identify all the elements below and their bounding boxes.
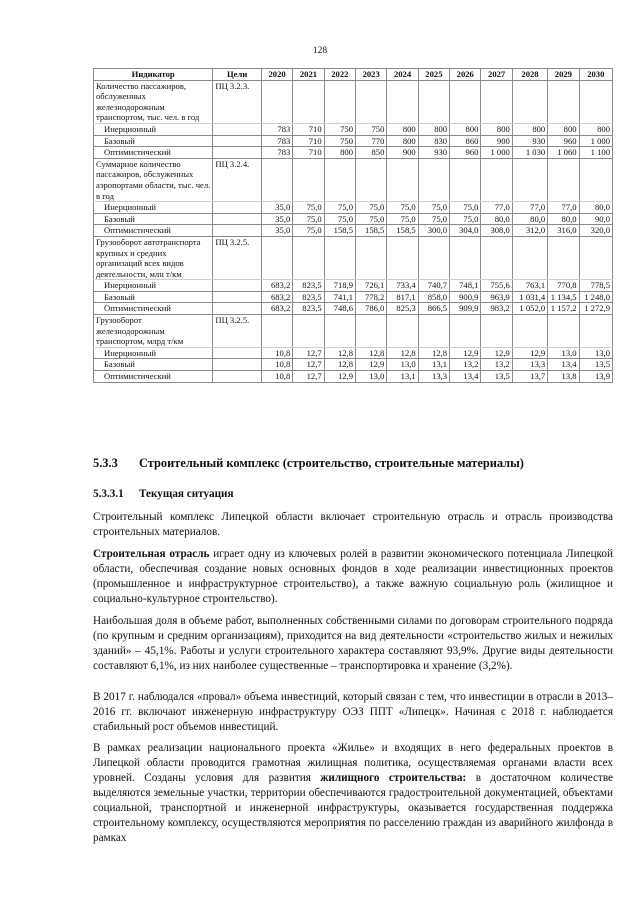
empty-cell — [512, 158, 547, 201]
value-cell: 800 — [450, 123, 481, 135]
empty-cell — [293, 236, 324, 279]
value-cell: 770,8 — [548, 280, 579, 292]
value-cell: 963,9 — [481, 291, 512, 303]
empty-cell — [213, 225, 262, 237]
paragraph-4: В 2017 г. наблюдался «провал» объема инвестиций, который связан с тем, что инвестиции в отрасли в 2013–2016 гг. включают инженерную инфраструктуру ОЭЗ ППТ «Липецк». Начиная с 2018 г. наблюдается стабильный рост объемов инвестиций. — [93, 691, 613, 733]
scenario-row — [94, 213, 613, 225]
value-cell: 13,3 — [418, 371, 449, 383]
value-cell: 12,7 — [293, 347, 324, 359]
table-header-cell: 2030 — [579, 69, 612, 81]
value-cell: 75,0 — [387, 202, 418, 214]
value-cell: 1 060 — [548, 147, 579, 159]
value-cell: 800 — [324, 147, 355, 159]
table-header-cell: 2023 — [356, 69, 387, 81]
table-header-cell: Индикатор — [94, 69, 213, 81]
empty-cell — [213, 371, 262, 383]
value-cell: 1 031,4 — [512, 291, 547, 303]
value-cell: 13,4 — [548, 359, 579, 371]
indicator-row — [94, 315, 613, 348]
value-cell: 800 — [512, 123, 547, 135]
table-header-cell: 2028 — [512, 69, 547, 81]
value-cell: 13,1 — [418, 359, 449, 371]
indicators-table — [93, 68, 613, 383]
value-cell: 710 — [293, 147, 324, 159]
value-cell: 1 000 — [481, 147, 512, 159]
value-cell: 1 157,2 — [548, 303, 579, 315]
value-cell: 13,4 — [450, 371, 481, 383]
paragraph-5-bold: жилищного строительства: — [320, 772, 467, 784]
value-cell: 900 — [387, 147, 418, 159]
indicator-goal: ПЦ 3.2.5. — [213, 315, 262, 348]
scenario-row — [94, 225, 613, 237]
indicator-goal: ПЦ 3.2.3. — [213, 80, 262, 123]
empty-cell — [213, 135, 262, 147]
empty-cell — [418, 236, 449, 279]
empty-cell — [387, 80, 418, 123]
value-cell: 80,0 — [548, 213, 579, 225]
empty-cell — [548, 158, 579, 201]
value-cell: 75,0 — [418, 213, 449, 225]
value-cell: 75,0 — [293, 213, 324, 225]
value-cell: 320,0 — [579, 225, 612, 237]
value-cell: 850 — [356, 147, 387, 159]
value-cell: 13,7 — [512, 371, 547, 383]
value-cell: 10,8 — [261, 371, 292, 383]
value-cell: 718,9 — [324, 280, 355, 292]
subsection-heading — [93, 488, 613, 500]
table-header-cell: 2029 — [548, 69, 579, 81]
value-cell: 13,2 — [481, 359, 512, 371]
empty-cell — [293, 158, 324, 201]
empty-cell — [481, 80, 512, 123]
value-cell: 909,9 — [450, 303, 481, 315]
value-cell: 748,1 — [450, 280, 481, 292]
empty-cell — [356, 80, 387, 123]
empty-cell — [481, 158, 512, 201]
paragraph-5-text-a: В рамках реализации национального проекта «Жилье» и входящих в него федеральных проектов в Липецкой области проводится грамотная жилищная политика, осуществляемая органами власти всех уровней. Созданы условия для развития — [93, 742, 613, 784]
scenario-label: Оптимистический — [94, 147, 213, 159]
empty-cell — [293, 80, 324, 123]
empty-cell — [213, 123, 262, 135]
empty-cell — [387, 236, 418, 279]
value-cell: 823,5 — [293, 280, 324, 292]
value-cell: 75,0 — [387, 213, 418, 225]
indicator-name: Грузооборот железнодорожным транспортом, млрд т/км — [94, 315, 213, 348]
scenario-label: Базовый — [94, 213, 213, 225]
table-header-cell: 2026 — [450, 69, 481, 81]
empty-cell — [418, 80, 449, 123]
value-cell: 12,9 — [356, 359, 387, 371]
paragraph-2-text: играет одну из ключевых ролей в развитии экономического потенциала Липецкой области, обеспечивая создание новых основных фондов в ходе реализации инвестиционных проектов (промышленное и инфраструктурное строительство), а также важную социальную роль (жилищное и социально-культурное строительство). — [93, 548, 613, 605]
value-cell: 13,3 — [512, 359, 547, 371]
empty-cell — [418, 158, 449, 201]
value-cell: 312,0 — [512, 225, 547, 237]
scenario-row — [94, 371, 613, 383]
subsection-number: 5.3.3.1 — [93, 488, 124, 500]
value-cell: 316,0 — [548, 225, 579, 237]
scenario-label: Базовый — [94, 291, 213, 303]
indicator-name: Грузооборот автотранспорта крупных и средних организаций всех видов деятельности, млн т/км — [94, 236, 213, 279]
empty-cell — [548, 80, 579, 123]
value-cell: 1 100 — [579, 147, 612, 159]
empty-cell — [548, 315, 579, 348]
value-cell: 800 — [418, 123, 449, 135]
value-cell: 740,7 — [418, 280, 449, 292]
value-cell: 858,0 — [418, 291, 449, 303]
table-header-cell: 2022 — [324, 69, 355, 81]
value-cell: 12,9 — [512, 347, 547, 359]
scenario-row — [94, 347, 613, 359]
empty-cell — [324, 158, 355, 201]
value-cell: 304,0 — [450, 225, 481, 237]
value-cell: 1 272,9 — [579, 303, 612, 315]
value-cell: 75,0 — [450, 213, 481, 225]
value-cell: 12,7 — [293, 359, 324, 371]
value-cell: 13,5 — [579, 359, 612, 371]
value-cell: 75,0 — [356, 213, 387, 225]
section-title: Строительный комплекс (строительство, строительные материалы) — [139, 456, 524, 470]
table-header-cell: 2027 — [481, 69, 512, 81]
value-cell: 75,0 — [356, 202, 387, 214]
empty-cell — [261, 158, 292, 201]
value-cell: 13,0 — [356, 371, 387, 383]
value-cell: 748,6 — [324, 303, 355, 315]
value-cell: 683,2 — [261, 280, 292, 292]
empty-cell — [579, 80, 612, 123]
scenario-label: Инерционный — [94, 347, 213, 359]
empty-cell — [356, 158, 387, 201]
paragraph-5-text-b: в достаточном количестве выделяются земельные участки, территории обеспечиваются градостроительной документацией, объектами социальной, транспортной и инженерной инфраструктуры, оказывается государственная поддержка строительному комплексу, осуществляются мероприятия по расселению граждан из аварийного жилфонда в рамках — [93, 772, 614, 844]
value-cell: 158,5 — [387, 225, 418, 237]
value-cell: 755,6 — [481, 280, 512, 292]
value-cell: 1 248,0 — [579, 291, 612, 303]
table-header-cell: 2020 — [261, 69, 292, 81]
scenario-row — [94, 359, 613, 371]
value-cell: 13,0 — [579, 347, 612, 359]
scenario-row — [94, 291, 613, 303]
scenario-row — [94, 202, 613, 214]
empty-cell — [512, 80, 547, 123]
value-cell: 10,8 — [261, 359, 292, 371]
value-cell: 900,9 — [450, 291, 481, 303]
value-cell: 75,0 — [293, 225, 324, 237]
value-cell: 75,0 — [450, 202, 481, 214]
empty-cell — [481, 315, 512, 348]
empty-cell — [213, 347, 262, 359]
value-cell: 12,8 — [418, 347, 449, 359]
value-cell: 77,0 — [481, 202, 512, 214]
value-cell: 1 000 — [579, 135, 612, 147]
value-cell: 80,0 — [481, 213, 512, 225]
value-cell: 983,2 — [481, 303, 512, 315]
indicator-row — [94, 80, 613, 123]
empty-cell — [324, 236, 355, 279]
value-cell: 783 — [261, 123, 292, 135]
empty-cell — [450, 158, 481, 201]
empty-cell — [324, 80, 355, 123]
empty-cell — [450, 80, 481, 123]
value-cell: 763,1 — [512, 280, 547, 292]
scenario-label: Оптимистический — [94, 303, 213, 315]
value-cell: 13,2 — [450, 359, 481, 371]
value-cell: 830 — [418, 135, 449, 147]
value-cell: 13,8 — [548, 371, 579, 383]
value-cell: 13,0 — [548, 347, 579, 359]
empty-cell — [213, 291, 262, 303]
value-cell: 683,2 — [261, 291, 292, 303]
value-cell: 930 — [418, 147, 449, 159]
empty-cell — [579, 158, 612, 201]
indicator-goal: ПЦ 3.2.5. — [213, 236, 262, 279]
value-cell: 800 — [387, 123, 418, 135]
indicator-goal: ПЦ 3.2.4. — [213, 158, 262, 201]
value-cell: 12,8 — [324, 359, 355, 371]
empty-cell — [213, 280, 262, 292]
table-header-cell: 2025 — [418, 69, 449, 81]
paragraph-3: Наибольшая доля в объеме работ, выполненных собственными силами по договорам строительного подряда (по крупным и средним организациям), приходится на вид деятельности «строительство жилых и нежилых зданий» – 45,1%. Работы и услуги строительного характера составляют 93,9%. Другие виды деятельности составляют 6,1%, из них наиболее существенные – транспортировка и хранение (3,2%). — [93, 615, 613, 672]
value-cell: 1 030 — [512, 147, 547, 159]
value-cell: 750 — [356, 123, 387, 135]
indicator-name: Количество пассажиров, обслуженных железнодорожным транспортом, тыс. чел. в год — [94, 80, 213, 123]
scenario-label: Инерционный — [94, 123, 213, 135]
scenario-row — [94, 135, 613, 147]
scenario-label: Инерционный — [94, 280, 213, 292]
empty-cell — [418, 315, 449, 348]
value-cell: 750 — [324, 135, 355, 147]
value-cell: 75,0 — [418, 202, 449, 214]
value-cell: 733,4 — [387, 280, 418, 292]
empty-cell — [213, 147, 262, 159]
value-cell: 12,8 — [324, 347, 355, 359]
indicator-row — [94, 158, 613, 201]
scenario-label: Базовый — [94, 135, 213, 147]
table-header-row — [94, 69, 613, 81]
value-cell: 800 — [548, 123, 579, 135]
value-cell: 900 — [481, 135, 512, 147]
empty-cell — [387, 158, 418, 201]
value-cell: 726,1 — [356, 280, 387, 292]
value-cell: 80,0 — [512, 213, 547, 225]
page-number: 128 — [312, 46, 328, 56]
value-cell: 750 — [324, 123, 355, 135]
value-cell: 75,0 — [324, 202, 355, 214]
empty-cell — [579, 236, 612, 279]
paragraph-5 — [93, 741, 613, 846]
empty-cell — [356, 315, 387, 348]
empty-cell — [213, 213, 262, 225]
value-cell: 75,0 — [293, 202, 324, 214]
value-cell: 12,9 — [324, 371, 355, 383]
value-cell: 158,5 — [356, 225, 387, 237]
scenario-row — [94, 303, 613, 315]
value-cell: 960 — [450, 147, 481, 159]
empty-cell — [512, 236, 547, 279]
section-number: 5.3.3 — [93, 456, 118, 470]
empty-cell — [324, 315, 355, 348]
value-cell: 783 — [261, 135, 292, 147]
paragraph-1: Строительный комплекс Липецкой области включает строительную отрасль и отрасль производства строительных материалов. — [93, 511, 613, 538]
value-cell: 823,5 — [293, 291, 324, 303]
value-cell: 683,2 — [261, 303, 292, 315]
scenario-label: Базовый — [94, 359, 213, 371]
value-cell: 13,5 — [481, 371, 512, 383]
value-cell: 10,8 — [261, 347, 292, 359]
empty-cell — [261, 315, 292, 348]
value-cell: 1 052,0 — [512, 303, 547, 315]
value-cell: 786,0 — [356, 303, 387, 315]
value-cell: 800 — [579, 123, 612, 135]
empty-cell — [579, 315, 612, 348]
scenario-label: Оптимистический — [94, 371, 213, 383]
empty-cell — [387, 315, 418, 348]
value-cell: 866,5 — [418, 303, 449, 315]
indicator-row — [94, 236, 613, 279]
value-cell: 13,9 — [579, 371, 612, 383]
value-cell: 800 — [387, 135, 418, 147]
value-cell: 710 — [293, 123, 324, 135]
value-cell: 825,3 — [387, 303, 418, 315]
table-header-cell: Цели — [213, 69, 262, 81]
value-cell: 75,0 — [324, 213, 355, 225]
value-cell: 783 — [261, 147, 292, 159]
value-cell: 710 — [293, 135, 324, 147]
value-cell: 960 — [548, 135, 579, 147]
subsection-title: Текущая ситуация — [139, 488, 234, 500]
value-cell: 35,0 — [261, 225, 292, 237]
value-cell: 770 — [356, 135, 387, 147]
value-cell: 77,0 — [548, 202, 579, 214]
value-cell: 80,0 — [579, 202, 612, 214]
empty-cell — [450, 236, 481, 279]
value-cell: 13,0 — [387, 359, 418, 371]
empty-cell — [261, 80, 292, 123]
indicator-name: Суммарное количество пассажиров, обслуженных аэропортами области, тыс. чел. в год — [94, 158, 213, 201]
scenario-label: Оптимистический — [94, 225, 213, 237]
empty-cell — [512, 315, 547, 348]
value-cell: 860 — [450, 135, 481, 147]
value-cell: 12,7 — [293, 371, 324, 383]
scenario-row — [94, 123, 613, 135]
section-heading — [93, 456, 613, 471]
empty-cell — [481, 236, 512, 279]
value-cell: 12,9 — [450, 347, 481, 359]
value-cell: 12,8 — [356, 347, 387, 359]
value-cell: 13,1 — [387, 371, 418, 383]
value-cell: 778,2 — [356, 291, 387, 303]
value-cell: 158,5 — [324, 225, 355, 237]
value-cell: 35,0 — [261, 213, 292, 225]
empty-cell — [213, 359, 262, 371]
value-cell: 12,9 — [481, 347, 512, 359]
value-cell: 308,0 — [481, 225, 512, 237]
value-cell: 800 — [481, 123, 512, 135]
scenario-row — [94, 280, 613, 292]
paragraph-2 — [93, 547, 613, 607]
value-cell: 77,0 — [512, 202, 547, 214]
value-cell: 12,8 — [387, 347, 418, 359]
value-cell: 741,1 — [324, 291, 355, 303]
empty-cell — [213, 303, 262, 315]
value-cell: 778,5 — [579, 280, 612, 292]
value-cell: 930 — [512, 135, 547, 147]
table-header-cell: 2024 — [387, 69, 418, 81]
value-cell: 817,1 — [387, 291, 418, 303]
table-body — [94, 80, 613, 382]
empty-cell — [293, 315, 324, 348]
value-cell: 823,5 — [293, 303, 324, 315]
scenario-label: Инерционный — [94, 202, 213, 214]
empty-cell — [356, 236, 387, 279]
value-cell: 1 134,5 — [548, 291, 579, 303]
empty-cell — [450, 315, 481, 348]
value-cell: 35,0 — [261, 202, 292, 214]
empty-cell — [261, 236, 292, 279]
table-header-cell: 2021 — [293, 69, 324, 81]
paragraph-2-bold: Строительная отрасль — [93, 548, 210, 560]
empty-cell — [548, 236, 579, 279]
value-cell: 90,0 — [579, 213, 612, 225]
empty-cell — [213, 202, 262, 214]
scenario-row — [94, 147, 613, 159]
value-cell: 300,0 — [418, 225, 449, 237]
